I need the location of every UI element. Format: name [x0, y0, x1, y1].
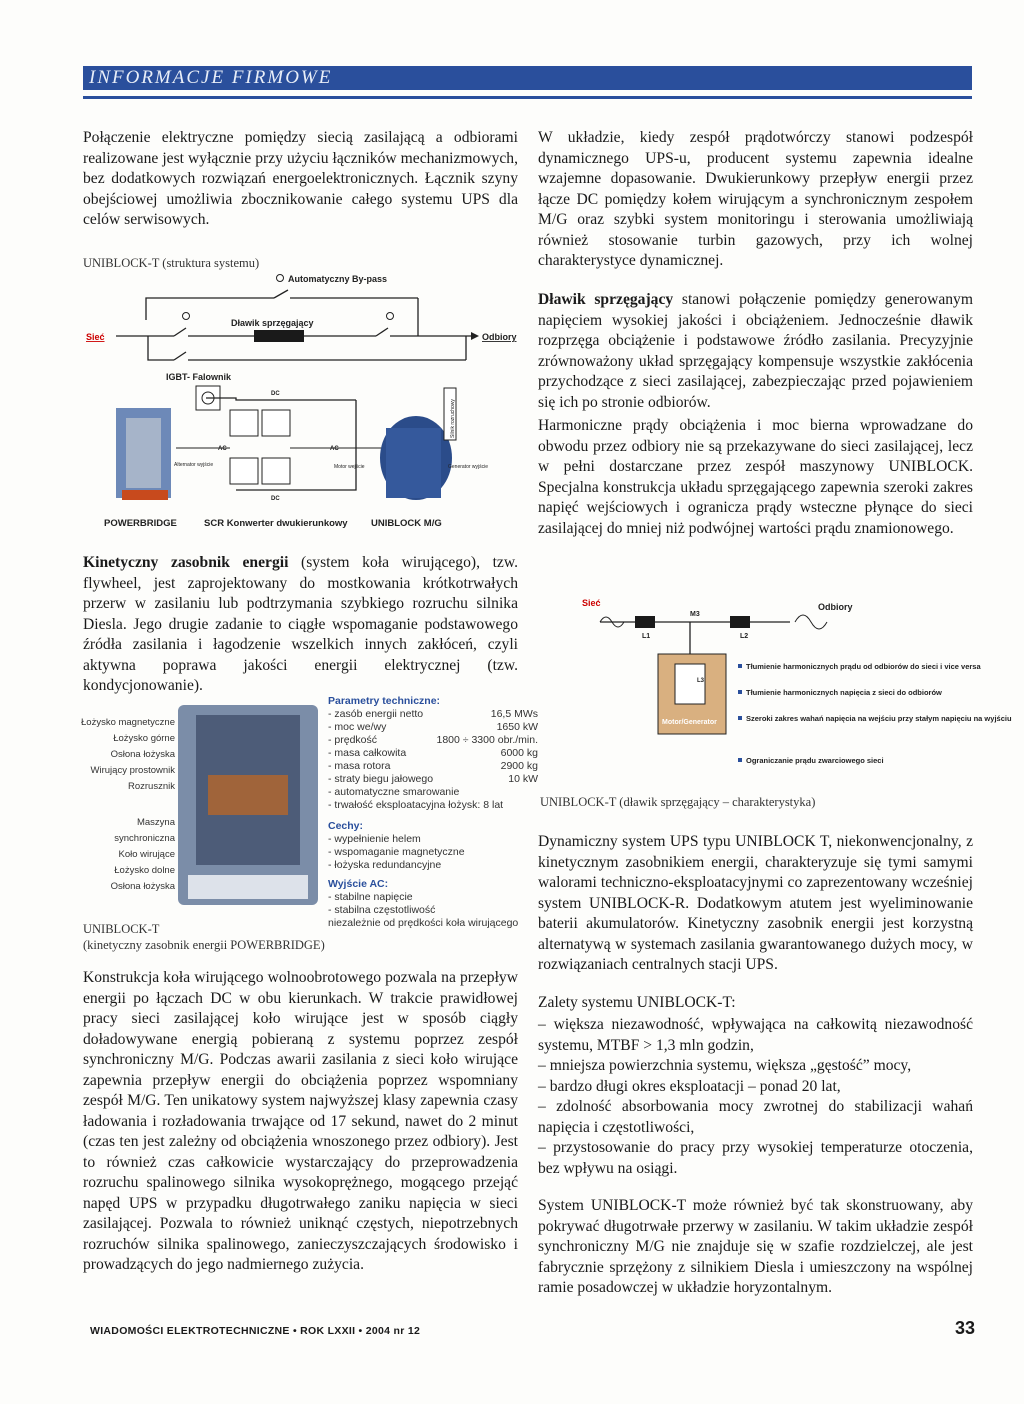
left-paragraph-1: Połączenie elektryczne pomiędzy siecią zasilającą a odbiorami realizowane jest wyłącznie przy użyciu łączników mechanizmowych, bez dodatkowych rozwiązań energoelektronicznych. Łącznik szyny obejściowej umożliwia zbocznikowanie całego systemu UPS dla celów serwisowych. [83, 129, 518, 228]
technical-params: Parametry techniczne: - zasób energii netto 16,5 MWs - moc we/wy 1650 kW - prędkość 1800 ÷ 3300 obr./min. - masa całkowita 6000 kg - masa rotora 2900 kg - straty biegu jałowego 10 kW - automatyczne smarowanie - trwałość eksploatacyjna łożysk: 8 lat Cechy: - wypełnienie helem - wspomaganie magnetyczne - łożyska redundancyjne Wyjście AC: - stabilne napięcie - stabilna częstotliwość niezależnie od prędkości koła wirującego [328, 695, 538, 929]
siec2-label: Sieć [582, 598, 601, 608]
journal-footer: WIADOMOŚCI ELEKTROTECHNICZNE • ROK LXXII • 2004 nr 12 [90, 1325, 421, 1337]
right-paragraph-4: Dynamiczny system UPS typu UNIBLOCK T, niekonwencjonalny, z kinetycznym zasobnikiem energii, charakteryzuje się tymi samymi walorami techniczno-eksploatacyjnymi co zaprezentowany wcześniej system UNIBLOCK-R. Dodatkowym atutem jest wyeliminowanie baterii akumulatorów. Kinetyczny zasobnik energii jest korzystną alternatywą w systemach zasilania gwarantowanego dużych mocy, w rozwiązaniach centralnych stacji UPS. [538, 833, 973, 973]
caption-flywheel-2: (kinetyczny zasobnik energii POWERBRIDGE) [83, 938, 325, 952]
left-paragraph-2-text: (system koła wirującego), tzw. flywheel, jest zaprojektowany do mostkowania krótkotrwałych przerw w zasilaniu lub podtrzymania szybkiego rozruchu silnika Diesla. Jego drugie zadanie to ciągłe wspomaganie podstawowego źródła zasilania i łagodzenie wszelkich innych zakłóceń, czyli aktywna poprawa jakości energii elektrycznej (tzw. kondycjonowanie). [83, 554, 518, 694]
caption-structure: UNIBLOCK-T (struktura systemu) [83, 256, 260, 270]
legend-1: Tłumienie harmonicznych prądu od odbiorów do sieci i vice versa [746, 662, 981, 671]
right-paragraph-2-text: stanowi połączenie pomiędzy generowanym napięciem wysokiej jakości i obciążeniem. Jednocześnie dławik rozprzęga obciążenie i podstawowe źródło zasilania. Precyzyjnie zrównoważony układ sprzęgający kompensuje wszystkie zakłócenia przychodzące z sieci zasilającej, zabezpieczając przed pojawieniem się ich po stronie odbiorów. [538, 291, 973, 411]
scr-label: SCR Konwerter dwukierunkowy [204, 518, 348, 529]
section-banner [83, 66, 972, 90]
m3-label: M3 [690, 611, 700, 618]
uniblock-mg-label: UNIBLOCK M/G [371, 518, 442, 529]
right-paragraph-5: Zalety systemu UNIBLOCK-T: [538, 994, 736, 1011]
dc-top-label: DC [271, 391, 280, 397]
odbiory-label: Odbiory [482, 332, 517, 342]
powerbridge-label: POWERBRIDGE [104, 518, 177, 529]
odbiory2-label: Odbiory [818, 602, 853, 612]
l2-label: L2 [740, 633, 749, 640]
l3-label: L3 [697, 678, 705, 684]
banner-rule [83, 96, 972, 99]
advantage-item: – przystosowanie do pracy przy wysokiej temperaturze otoczenia, bez wpływu na osiągi. [538, 1139, 973, 1177]
advantage-item: – mniejsza powierzchnia systemu, większa „gęstość” mocy, [538, 1057, 912, 1074]
left-paragraph-2 [83, 553, 518, 697]
choke-label: Dławik sprzęgający [231, 318, 314, 328]
advantage-item: – większa niezawodność, wpływająca na całkowitą niezawodność systemu, MTBF > 1,3 mln godzin, [538, 1016, 973, 1054]
kinetic-storage-term: Kinetyczny zasobnik energii [83, 554, 289, 571]
caption-flywheel-1: UNIBLOCK-T [83, 922, 160, 936]
system-structure-diagram [86, 268, 526, 540]
flywheel-image [178, 705, 318, 905]
ac-right-label: AC [330, 446, 339, 452]
coupling-choke-diagram [540, 592, 1012, 792]
advantages-list [538, 1015, 973, 1179]
flywheel-part-labels: Łożysko magnetyczne Łożysko górne Osłona łożyska Wirujący prostownik Rozrusznik Maszyna synchroniczna Koło wirujące Łożysko dolne Osłona łożyska [81, 717, 175, 892]
alternator-label: Alternator wyjście [174, 462, 214, 468]
banner-title: INFORMACJE FIRMOWE [89, 67, 333, 88]
legend-2: Tłumienie harmonicznych napięcia z sieci do odbiorów [746, 688, 942, 697]
left-paragraph-3: Konstrukcja koła wirującego wolnoobrotowego pozwala na przepływ energii po łączach DC w obu kierunkach. W trakcie prawidłowej pracy sieci zasilającej koło wirujące jest w sposób ciągły doładowywane energią pobieraną z systemu poprzez zespół synchroniczny M/G. Podczas awarii zasilania z sieci koło wirujące zapewnia przepływ energii do obciążenia poprzez wspomniany zespół M/G. Ten unikatowy system najwyższej klasy zapewnia czasy ładowania i rozładowania trwające od 17 sekund, nawet do 2 minut (czas ten jest zależny od obciążenia wnoszonego przez odbiory). Jest to również czas całkowicie wystarczający do przeprowadzenia rozruchu spalinowego silnika wysokoprężnego, mogącego przejąć napęd UPS w przypadku długotrwałego zaniku napięcia w sieci zasilającej. Pozwala to również uniknąć częstych, niepotrzebnych rozruchów silnika spalinowego, zanieczyszczających środowisko i prowadzących do jego nadmiernego zużycia. [83, 969, 518, 1273]
right-paragraph-3: Harmoniczne prądy obciążenia i moc bierna wprowadzane do obwodu przez odbiory nie są przekazywane do sieci zasilającej, lecz w pełni dostarczane przez zespół maszynowy UNIBLOCK. Specjalna konstrukcja układu sprzęgającego zapewnia szeroki zakres napięć wejściowych i ogranicza prądy wsteczne płynące do sieci zasilającej do mniej niż podwójnej wartości prądu znamionowego. [538, 417, 973, 537]
siec-label: Sieć [86, 332, 105, 342]
starter-label: Silnik rozruchowy [450, 399, 456, 438]
l1-label: L1 [642, 633, 651, 640]
page-number: 33 [955, 1318, 976, 1338]
legend-4: Ograniczanie prądu zwarciowego sieci [746, 756, 884, 765]
ac-left-label: AC [218, 446, 227, 452]
advantage-item: – zdolność absorbowania mocy zwrotnej do stabilizacji wahań napięcia i częstotliwości, [538, 1098, 973, 1136]
coupling-choke-term: Dławik sprzęgający [538, 291, 674, 308]
right-paragraph-2 [538, 290, 973, 413]
bypass-label: Automatyczny By-pass [288, 274, 388, 284]
dc-bottom-label: DC [271, 496, 280, 502]
igbt-label: IGBT- Falownik [166, 372, 232, 382]
motor-label: Motor wejście [334, 464, 365, 470]
right-paragraph-1: W układzie, kiedy zespół prądotwórczy stanowi podzespół dynamicznego UPS-u, producent systemu zapewnia idealne wzajemne dopasowanie. Dwukierunkowy przepływ energii przez łącze DC pomiędzy kołem wirującym a synchronicznym zespołem M/G oraz szybki system monitoringu i sterowania umożliwiają również stosowanie turbin gazowych, przy ich wolnej charakterystyce dynamicznej. [538, 129, 973, 269]
mg-label: Motor/Generator [662, 719, 717, 726]
right-paragraph-6: System UNIBLOCK-T może również być tak skonstruowany, aby pokrywać długotrwałe przerwy w zasilaniu. W takim układzie zespół synchroniczny M/G nie znajduje się w szafie rozdzielczej, ale jest fabrycznie sprzężony z silnikiem Diesla i umieszczony na wspólnej ramie posadowczej w układzie horyzontalnym. [538, 1197, 973, 1296]
legend-3: Szeroki zakres wahań napięcia na wejściu przy stałym napięciu na wyjściu [746, 714, 1012, 723]
caption-choke: UNIBLOCK-T (dławik sprzęgający – charakterystyka) [540, 795, 816, 809]
advantage-item: – bardzo długi okres eksploatacji – ponad 20 lat, [538, 1077, 841, 1095]
generator-label: Generator wyjście [448, 464, 489, 470]
